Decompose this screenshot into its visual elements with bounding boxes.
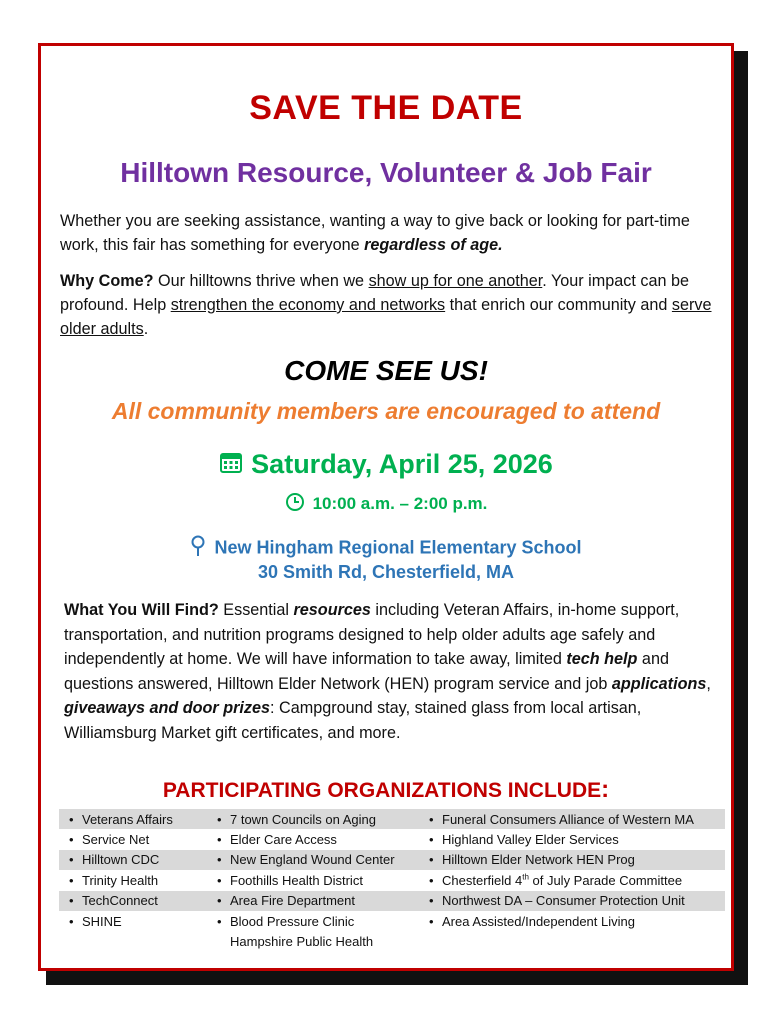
find-text-5: : Campground stay, stained glass from local artisan, Williamsburg Market gift certificates, and more. — [64, 699, 642, 742]
location-name — [41, 535, 731, 562]
what-you-will-find-paragraph — [64, 598, 724, 746]
org-row — [59, 891, 725, 911]
come-see-us-heading: COME SEE US! — [284, 355, 488, 386]
org-name: Veterans Affairs — [82, 811, 173, 827]
location-pin-icon — [190, 535, 206, 562]
organizations-heading-colon: : — [601, 776, 610, 803]
event-date-text: Saturday, April 25, 2026 — [251, 449, 553, 479]
bullet-icon: • — [217, 852, 222, 868]
find-em-1: resources — [293, 601, 371, 619]
org-item — [419, 832, 725, 847]
org-item — [207, 852, 419, 867]
org-item — [59, 852, 207, 867]
org-row-continued — [59, 931, 725, 951]
find-em-2: tech help — [566, 650, 638, 669]
event-time-text: 10:00 a.m. – 2:00 p.m. — [312, 493, 488, 513]
bullet-icon: • — [217, 832, 222, 848]
intro-text: Whether you are seeking assistance, wanting a way to give back or looking for part-time work, this fair has something for everyone — [60, 212, 690, 254]
bullet-icon: • — [69, 832, 74, 848]
org-item — [419, 873, 725, 888]
bullet-icon: • — [429, 893, 434, 909]
org-name: 7 town Councils on Aging — [230, 811, 376, 827]
bullet-icon: • — [69, 913, 74, 929]
org-item — [207, 812, 419, 827]
find-em-3: applications — [611, 674, 707, 693]
find-text-3: and questions answered, Hilltown Elder Network (HEN) program service and job — [64, 650, 669, 693]
event-time — [41, 492, 731, 517]
org-name: Trinity Health — [82, 872, 159, 888]
bullet-icon: • — [69, 852, 74, 868]
org-item — [59, 873, 207, 888]
organizations-heading — [41, 776, 731, 804]
org-item — [59, 812, 207, 827]
org-item — [419, 812, 725, 827]
org-item — [207, 893, 419, 908]
save-the-date-title: SAVE THE DATE — [249, 89, 523, 127]
intro-emphasis: regardless of age. — [364, 236, 503, 254]
org-name: Area Fire Department — [230, 893, 355, 909]
encouraged-heading: All community members are encouraged to attend — [111, 398, 661, 424]
org-item — [419, 914, 725, 929]
org-name: Northwest DA – Consumer Protection Unit — [442, 893, 685, 909]
bullet-icon: • — [217, 893, 222, 909]
org-item — [419, 893, 725, 908]
why-text-4: . — [143, 320, 149, 338]
location-address: 30 Smith Rd, Chesterfield, MA — [257, 562, 515, 582]
why-underline-2: strengthen the economy and networks — [170, 296, 446, 314]
bullet-icon: • — [69, 872, 74, 888]
org-name: Service Net — [82, 832, 150, 848]
bullet-icon: • — [217, 872, 222, 888]
event-subtitle: Hilltown Resource, Volunteer & Job Fair — [120, 157, 652, 188]
why-come-label: Why Come? — [60, 272, 154, 290]
org-item — [207, 832, 419, 847]
org-name: Hilltown CDC — [82, 852, 160, 868]
org-row — [59, 870, 725, 890]
org-row — [59, 829, 725, 849]
org-item-continued: Hampshire Public Health — [230, 933, 374, 949]
org-name: Hilltown Elder Network HEN Prog — [442, 852, 635, 868]
why-underline-3: serve older adults — [60, 296, 712, 338]
bullet-icon: • — [429, 811, 434, 827]
why-text-2: . Your impact can be profound. Help — [60, 272, 689, 314]
org-row — [59, 809, 725, 829]
why-come-paragraph — [60, 269, 720, 341]
org-item — [59, 832, 207, 847]
org-name: Highland Valley Elder Services — [442, 832, 619, 848]
calendar-icon — [219, 450, 243, 481]
bullet-icon: • — [429, 852, 434, 868]
find-label: What You Will Find? — [64, 601, 219, 619]
org-name: SHINE — [82, 913, 122, 929]
bullet-icon: • — [69, 811, 74, 827]
why-text-1: Our hilltowns thrive when we — [153, 272, 369, 290]
org-name: Foothills Health District — [230, 872, 363, 888]
why-underline-1: show up for one another — [368, 272, 543, 290]
organizations-table — [59, 809, 725, 951]
bullet-icon: • — [217, 913, 222, 929]
find-em-4: giveaways and door prizes — [64, 699, 271, 718]
find-text-4: , — [706, 674, 711, 693]
bullet-icon: • — [429, 832, 434, 848]
org-name: TechConnect — [82, 893, 158, 909]
location-name-text: New Hingham Regional Elementary School — [214, 537, 582, 558]
bullet-icon: • — [69, 893, 74, 909]
org-item — [207, 914, 419, 929]
flyer-frame — [38, 43, 734, 971]
organizations-heading-text: PARTICIPATING ORGANIZATIONS INCLUDE — [162, 779, 602, 802]
event-date — [41, 449, 731, 481]
intro-paragraph — [60, 209, 720, 257]
bullet-icon: • — [429, 873, 434, 889]
org-row — [59, 911, 725, 931]
org-item — [207, 873, 419, 888]
find-text-1: Essential — [218, 601, 294, 619]
org-name: New England Wound Center — [230, 852, 395, 868]
find-text-2: including Veteran Affairs, in-home support, transportation, and nutrition programs designed to help older adults age safely and independently at home. We will have information to take away, limited — [64, 601, 680, 669]
org-row — [59, 850, 725, 870]
why-text-3: that enrich our community and — [445, 296, 672, 314]
org-name: Elder Care Access — [230, 832, 337, 848]
org-name: Chesterfield 4th of July Parade Committee — [442, 872, 683, 889]
bullet-icon: • — [217, 811, 222, 827]
bullet-icon: • — [429, 913, 434, 929]
clock-icon — [285, 492, 305, 517]
org-item — [59, 893, 207, 908]
org-name: Funeral Consumers Alliance of Western MA — [442, 811, 694, 827]
org-item — [59, 914, 207, 929]
org-name: Area Assisted/Independent Living — [442, 913, 635, 929]
org-name: Blood Pressure Clinic — [230, 913, 355, 929]
org-item — [419, 852, 725, 867]
